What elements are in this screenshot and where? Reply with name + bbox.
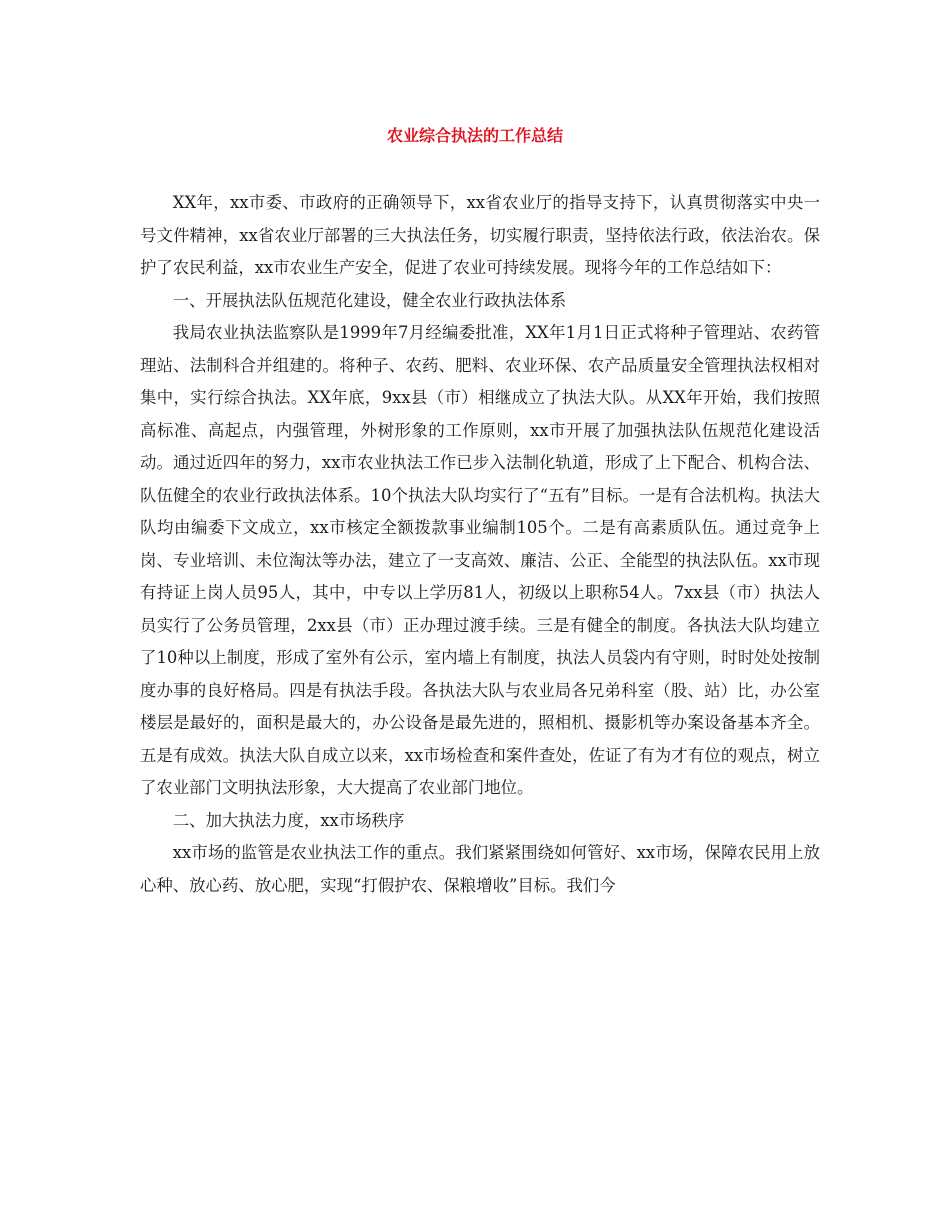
section-1-paragraph: 我局农业执法监察队是1999年7月经编委批准，XX年1月1日正式将种子管理站、农药管理站、法制科合并组建的。将种子、农药、肥料、农业环保、农产品质量安全管理执法权相对集中，实行综合执法。XX年底，9xx县（市）相继成立了执法大队。从XX年开始，我们按照高标准、高起点，内强管理，外树形象的工作原则，xx市开展了加强执法队伍规范化建设活动。通过近四年的努力，xx市农业执法工作已步入法制化轨道，形成了上下配合、机构合法、队伍健全的农业行政执法体系。10个执法大队均实行了“五有”目标。一是有合法机构。执法大队均由编委下文成立，xx市核定全额拨款事业编制105个。二是有高素质队伍。通过竞争上岗、专业培训、未位淘汰等办法，建立了一支高效、廉洁、公正、全能型的执法队伍。xx市现有持证上岗人员95人，其中，中专以上学历81人，初级以上职称54人。7xx县（市）执法人员实行了公务员管理，2xx县（市）正办理过渡手续。三是有健全的制度。各执法大队均建立了10种以上制度，形成了室外有公示，室内墙上有制度，执法人员袋内有守则，时时处处按制度办事的良好格局。四是有执法手段。各执法大队与农业局各兄弟科室（股、站）比，办公室楼层是最好的，面积是最大的，办公设备是最先进的，照相机、摄影机等办案设备基本齐全。五是有成效。执法大队自成立以来，xx市场检查和案件查处，佐证了有为才有位的观点，树立了农业部门文明执法形象，大大提高了农业部门地位。 [140, 323, 820, 797]
section-heading-1: 一、开展执法队伍规范化建设，健全农业行政执法体系 [172, 290, 567, 310]
document-body [140, 187, 820, 902]
section-2-paragraph: xx市场的监管是农业执法工作的重点。我们紧紧围绕如何管好、xx市场，保障农民用上放心种、放心药、放心肥，实现“打假护农、保粮增收”目标。我们今 [140, 843, 820, 895]
intro-paragraph: XX年，xx市委、市政府的正确领导下，xx省农业厅的指导支持下，认真贯彻落实中央一号文件精神，xx省农业厅部署的三大执法任务，切实履行职责，坚持依法行政，依法治农。保护了农民利益，xx市农业生产安全，促进了农业可持续发展。现将今年的工作总结如下： [140, 193, 820, 277]
document-title: 农业综合执法的工作总结 [386, 126, 563, 145]
section-heading-2: 二、加大执法力度，xx市场秩序 [172, 810, 405, 830]
